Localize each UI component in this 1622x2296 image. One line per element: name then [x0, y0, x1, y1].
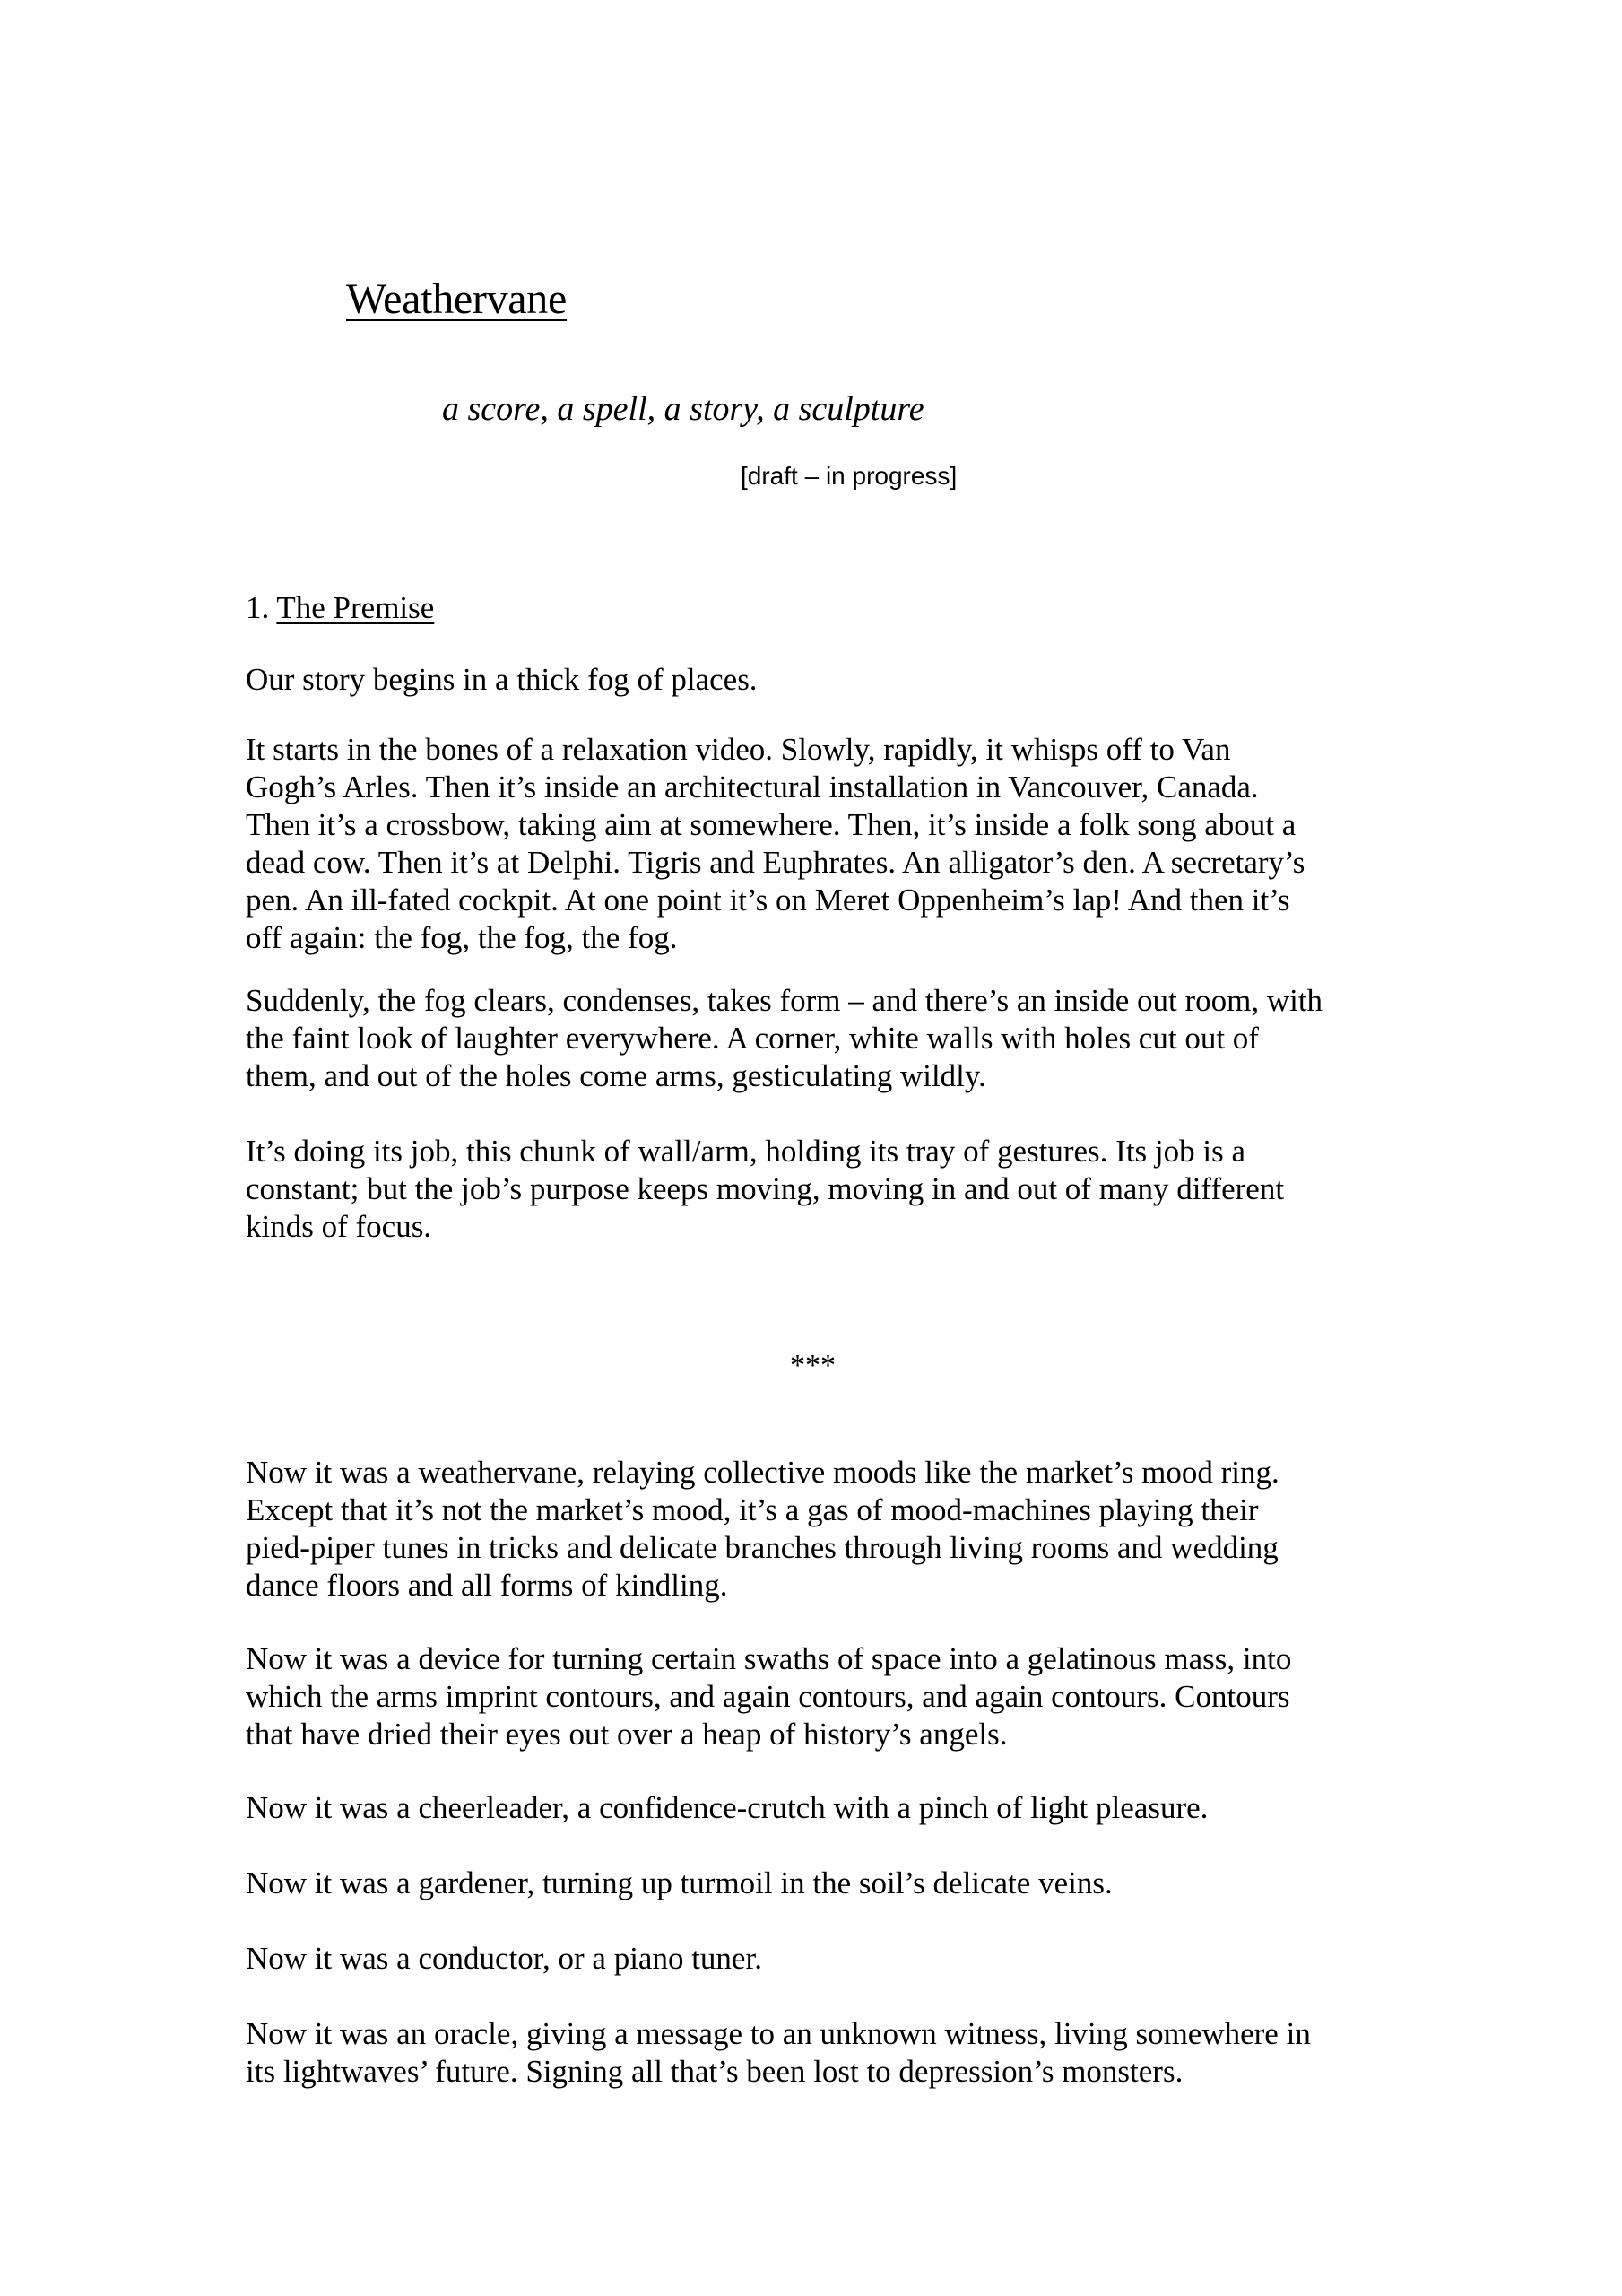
- paragraph-line: Gogh’s Arles. Then it’s inside an architectural installation in Vancouver, Canada.: [246, 770, 1259, 804]
- paragraph-cheerleader: [246, 1789, 1411, 1827]
- paragraph-line: them, and out of the holes come arms, gesticulating wildly.: [246, 1058, 986, 1093]
- paragraph-intro: [246, 661, 1411, 699]
- paragraph-places: [246, 731, 1411, 957]
- paragraph-line: which the arms imprint contours, and again contours, and again contours. Contours: [246, 1679, 1290, 1714]
- paragraph-line: the faint look of laughter everywhere. A corner, white walls with holes cut out of: [246, 1021, 1259, 1056]
- paragraph-line: Suddenly, the fog clears, condenses, takes form – and there’s an inside out room, with: [246, 983, 1323, 1018]
- paragraph-line: Except that it’s not the market’s mood, it’s a gas of mood-machines playing their: [246, 1492, 1259, 1527]
- paragraph-line: pen. An ill-fated cockpit. At one point it’s on Meret Oppenheim’s lap! And then it’s: [246, 883, 1290, 918]
- paragraph-line: Now it was a device for turning certain swaths of space into a gelatinous mass, into: [246, 1641, 1292, 1676]
- paragraph-device: [246, 1640, 1411, 1753]
- section-heading: [246, 588, 434, 628]
- paragraph-weathervane: [246, 1454, 1411, 1605]
- paragraph-line: constant; but the job’s purpose keeps moving, moving in and out of many different: [246, 1171, 1285, 1206]
- paragraph-line: kinds of focus.: [246, 1209, 432, 1244]
- paragraph-line: Now it was a gardener, turning up turmoil in the soil’s delicate veins.: [246, 1866, 1113, 1900]
- document-subtitle: a score, a spell, a story, a sculpture: [442, 390, 924, 428]
- document-title: Weathervane: [346, 275, 568, 323]
- paragraph-line: dead cow. Then it’s at Delphi. Tigris and Euphrates. An alligator’s den. A secretary’s: [246, 845, 1305, 880]
- paragraph-line: its lightwaves’ future. Signing all that’s been lost to depression’s monsters.: [246, 2054, 1184, 2089]
- paragraph-line: off again: the fog, the fog, the fog.: [246, 920, 678, 955]
- paragraph-line: Then it’s a crossbow, taking aim at somewhere. Then, it’s inside a folk song about a: [246, 807, 1297, 842]
- paragraph-doing-its-job: [246, 1133, 1411, 1246]
- paragraph-line: Now it was a conductor, or a piano tuner.: [246, 1941, 762, 1976]
- section-title: The Premise: [276, 590, 435, 625]
- paragraph-line: dance floors and all forms of kindling.: [246, 1568, 728, 1603]
- paragraph-line: Now it was a weathervane, relaying collective moods like the market’s mood ring.: [246, 1455, 1279, 1490]
- paragraph-fog-clears: [246, 982, 1411, 1095]
- paragraph-line: Now it was an oracle, giving a message to an unknown witness, living somewhere in: [246, 2016, 1311, 2051]
- paragraph-line: that have dried their eyes out over a heap of history’s angels.: [246, 1717, 1008, 1752]
- paragraph-line: It starts in the bones of a relaxation video. Slowly, rapidly, it whisps off to Van: [246, 732, 1231, 767]
- paragraph-line: pied-piper tunes in tricks and delicate branches through living rooms and wedding: [246, 1530, 1279, 1565]
- section-number: 1.: [246, 590, 270, 625]
- paragraph-gardener: [246, 1865, 1411, 1902]
- paragraph-oracle: [246, 2015, 1411, 2091]
- paragraph-line: Our story begins in a thick fog of places.: [246, 662, 758, 697]
- paragraph-line: It’s doing its job, this chunk of wall/arm, holding its tray of gestures. Its job is a: [246, 1134, 1246, 1169]
- paragraph-conductor: [246, 1940, 1411, 1978]
- paragraph-line: Now it was a cheerleader, a confidence-crutch with a pinch of light pleasure.: [246, 1790, 1209, 1825]
- draft-note: [draft – in progress]: [741, 462, 958, 490]
- section-separator: ***: [790, 1349, 836, 1382]
